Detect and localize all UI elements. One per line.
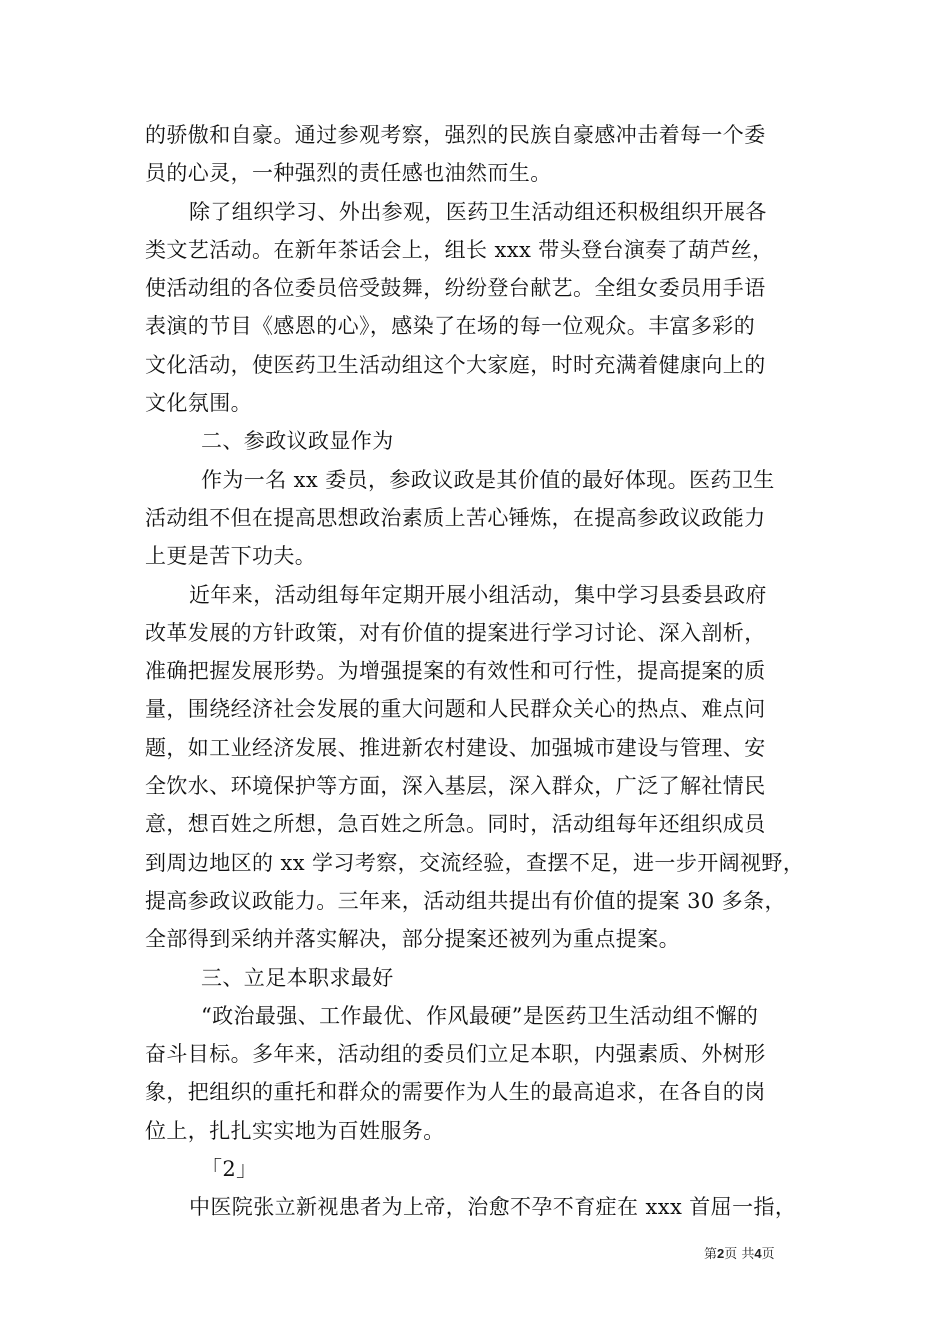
text-line: 的骄傲和自豪。通过参观考察，强烈的民族自豪感冲击着每一个委	[145, 123, 766, 147]
footer-suffix: 页	[761, 1247, 775, 1262]
section-heading-2: 二、参政议政显作为	[201, 429, 394, 454]
text-line: 类文艺活动。在新年茶话会上，组长 xxx 带头登台演奏了葫芦丝，	[145, 237, 774, 262]
section-heading-3: 三、立足本职求最好	[201, 965, 394, 990]
text-line: 上更是苦下功夫。	[145, 544, 317, 569]
document-body	[145, 116, 810, 1227]
text-line: 位上，扎扎实实地为百姓服务。	[145, 1118, 445, 1143]
paragraph-start-line: 中医院张立新视患者为上帝，治愈不孕不育症在 xxx 首屈一指，	[189, 1195, 797, 1220]
text-line: 提高参政议政能力。三年来，活动组共提出有价值的提案 30 多条，	[145, 888, 786, 913]
paragraph-start-line: “政治最强、工作最优、作风最硬”是医药卫生活动组不懈的	[201, 1003, 759, 1028]
paragraph-start-line: 除了组织学习、外出参观，医药卫生活动组还积极组织开展各	[189, 199, 767, 224]
text-line: 全部得到采纳并落实解决，部分提案还被列为重点提案。	[145, 927, 680, 952]
paragraph-start-line: 近年来，活动组每年定期开展小组活动，集中学习县委县政府	[189, 582, 767, 607]
text-line: 文化氛围。	[145, 391, 252, 416]
text-line: 题，如工业经济发展、推进新农村建设、加强城市建设与管理、安	[145, 735, 766, 760]
subsection-marker: 「2」	[201, 1157, 258, 1182]
page-footer	[704, 1245, 775, 1264]
paragraph-start-line: 作为一名 xx 委员，参政议政是其价值的最好体现。医药卫生	[201, 467, 775, 492]
text-line: 意，想百姓之所想，急百姓之所急。同时，活动组每年还组织成员	[145, 812, 766, 837]
text-line: 表演的节目《感恩的心》，感染了在场的每一位观众。丰富多彩的	[145, 314, 756, 339]
text-line: 象，把组织的重托和群众的需要作为人生的最高追求，在各自的岗	[145, 1080, 766, 1105]
text-line: 改革发展的方针政策，对有价值的提案进行学习讨论、深入剖析，	[145, 620, 766, 645]
text-line: 使活动组的各位委员倍受鼓舞，纷纷登台献艺。全组女委员用手语	[145, 276, 766, 301]
text-line: 奋斗目标。多年来，活动组的委员们立足本职，内强素质、外树形	[145, 1042, 766, 1067]
total-page-count: 4	[754, 1246, 762, 1261]
text-line: 量，围绕经济社会发展的重大问题和人民群众关心的热点、难点问	[145, 697, 766, 722]
footer-mid: 页 共	[724, 1247, 755, 1262]
text-line: 活动组不但在提高思想政治素质上苦心锤炼，在提高参政议政能力	[145, 505, 766, 530]
text-line: 准确把握发展形势。为增强提案的有效性和可行性，提高提案的质	[145, 659, 766, 684]
text-line: 文化活动，使医药卫生活动组这个大家庭，时时充满着健康向上的	[145, 352, 766, 377]
text-line: 员的心灵，一种强烈的责任感也油然而生。	[145, 161, 552, 186]
text-line: 全饮水、环境保护等方面，深入基层，深入群众，广泛了解社情民	[145, 774, 766, 799]
footer-prefix: 第	[704, 1247, 718, 1262]
current-page-number: 2	[717, 1246, 725, 1261]
text-line: 到周边地区的 xx 学习考察，交流经验，查摆不足，进一步开阔视野，	[145, 850, 805, 875]
